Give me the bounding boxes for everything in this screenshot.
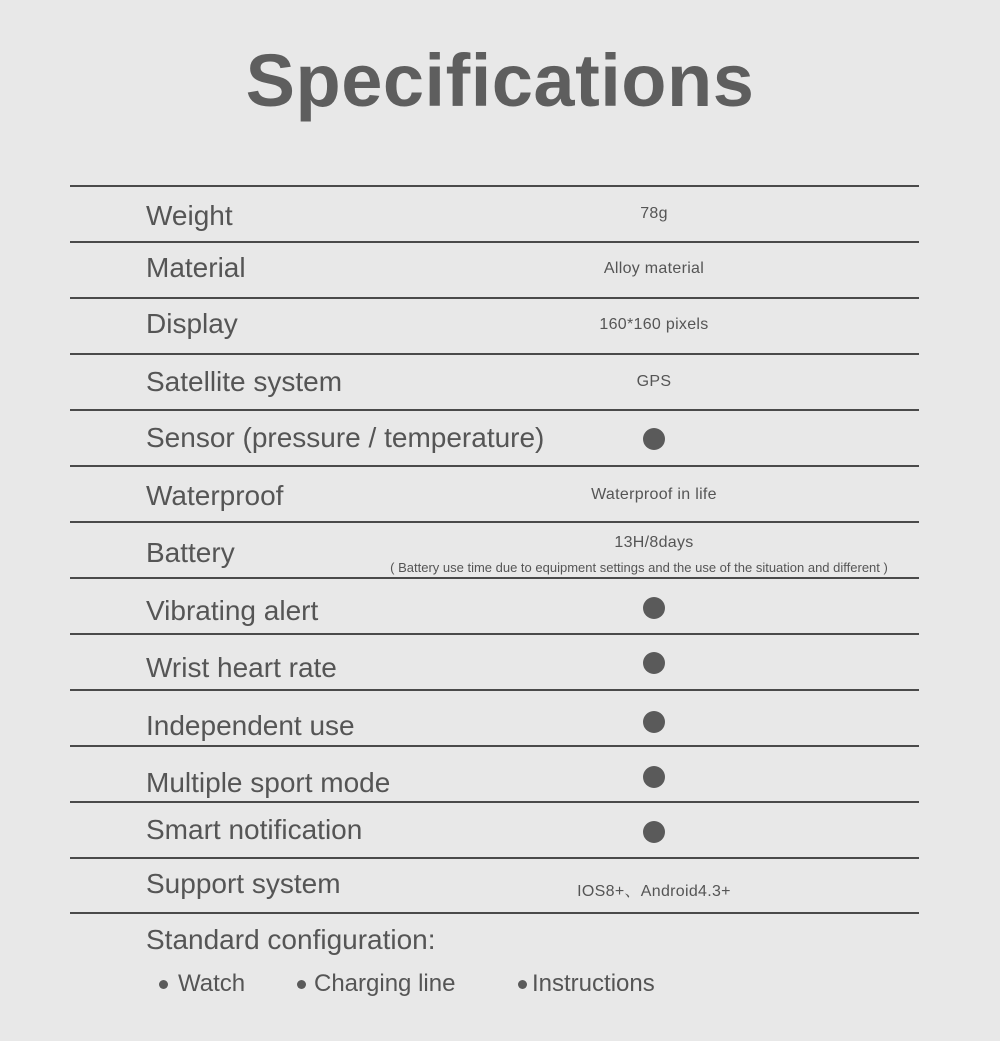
spec-value-battery: 13H/8days bbox=[614, 534, 694, 551]
supported-dot-icon bbox=[643, 652, 665, 674]
divider bbox=[70, 801, 919, 803]
spec-value-support-system: IOS8+、Android4.3+ bbox=[577, 883, 731, 900]
spec-label-sensor: Sensor (pressure / temperature) bbox=[146, 422, 545, 453]
divider bbox=[70, 465, 919, 467]
supported-dot-icon bbox=[643, 766, 665, 788]
spec-label-multiple-sport-mode: Multiple sport mode bbox=[146, 767, 391, 798]
supported-dot-icon bbox=[643, 428, 665, 450]
supported-dot-icon bbox=[643, 821, 665, 843]
spec-label-support-system: Support system bbox=[146, 868, 341, 899]
configuration-item-instructions: Instructions bbox=[532, 970, 655, 997]
spec-label-vibrating-alert: Vibrating alert bbox=[146, 595, 319, 626]
configuration-item-watch: Watch bbox=[178, 970, 246, 997]
spec-value-weight: 78g bbox=[640, 205, 668, 222]
spec-label-independent-use: Independent use bbox=[146, 710, 355, 741]
configuration-title: Standard configuration: bbox=[146, 924, 436, 955]
bullet-icon bbox=[297, 980, 306, 989]
divider bbox=[70, 689, 919, 691]
page-title: Specifications bbox=[245, 39, 755, 122]
spec-value-material: Alloy material bbox=[603, 260, 705, 277]
spec-label-smart-notification: Smart notification bbox=[146, 814, 363, 845]
spec-label-weight: Weight bbox=[146, 200, 233, 231]
spec-label-display: Display bbox=[146, 308, 238, 339]
divider bbox=[70, 857, 919, 859]
spec-value-waterproof: Waterproof in life bbox=[591, 486, 717, 503]
spec-label-satellite-system: Satellite system bbox=[146, 366, 343, 397]
divider bbox=[70, 241, 919, 243]
spec-label-wrist-heart-rate: Wrist heart rate bbox=[146, 652, 337, 683]
divider bbox=[70, 409, 919, 411]
divider bbox=[70, 521, 919, 523]
divider bbox=[70, 297, 919, 299]
spec-value-satellite-system: GPS bbox=[636, 373, 672, 390]
supported-dot-icon bbox=[643, 711, 665, 733]
divider bbox=[70, 633, 919, 635]
divider bbox=[70, 353, 919, 355]
divider bbox=[70, 577, 919, 579]
divider bbox=[70, 745, 919, 747]
spec-label-waterproof: Waterproof bbox=[146, 480, 284, 511]
spec-note-battery: ( Battery use time due to equipment settings and the use of the situation and different ) bbox=[390, 560, 888, 575]
divider bbox=[70, 912, 919, 914]
spec-label-material: Material bbox=[146, 252, 246, 283]
supported-dot-icon bbox=[643, 597, 665, 619]
bullet-icon bbox=[518, 980, 527, 989]
configuration-item-charging-line: Charging line bbox=[314, 970, 456, 997]
divider bbox=[70, 185, 919, 187]
spec-value-display: 160*160 pixels bbox=[599, 316, 709, 333]
bullet-icon bbox=[159, 980, 168, 989]
spec-label-battery: Battery bbox=[146, 537, 235, 568]
